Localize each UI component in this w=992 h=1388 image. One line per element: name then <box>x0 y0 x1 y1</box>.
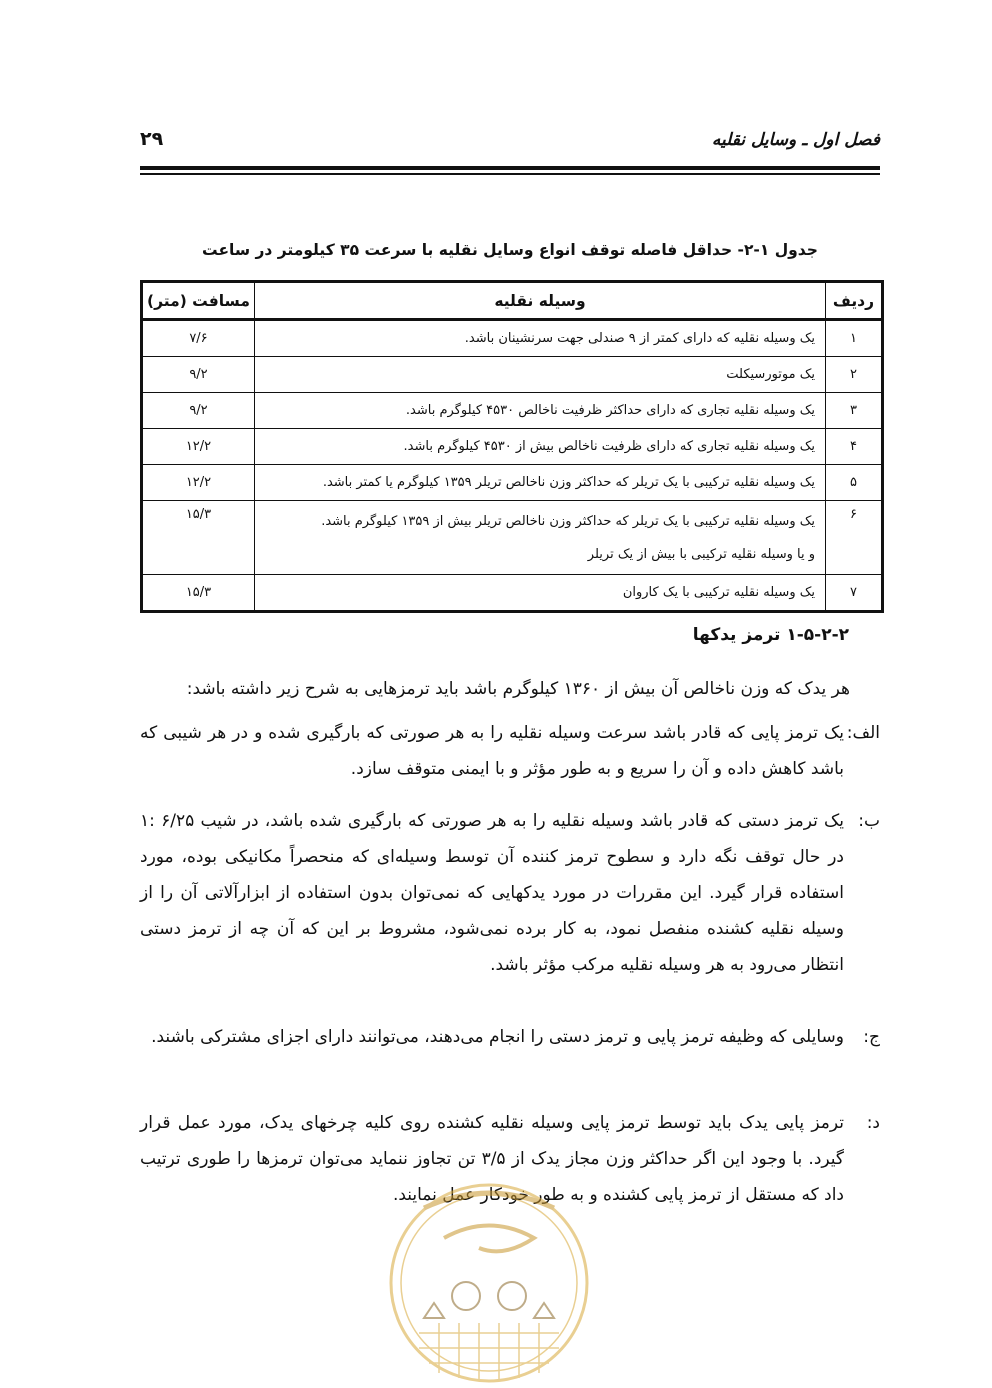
description-line: یک وسیله نقلیه تجاری که دارای ظرفیت ناخالص بیش از ۴۵۳۰ کیلوگرم باشد. <box>403 439 815 454</box>
scales-icon <box>424 1303 554 1318</box>
list-marker: د: <box>866 1113 880 1133</box>
list-item-text: یک ترمز پایی که قادر باشد سرعت وسیله نقلیه را به هر صورتی که بارگیری شده و در هر شیبی که باشد کاهش داده و آن را سریع و به طور مؤثر و با ایمنی متوقف سازد. <box>140 723 844 779</box>
description-line: یک وسیله نقلیه که دارای کمتر از ۹ صندلی جهت سرنشینان باشد. <box>464 331 815 346</box>
description-line: یک موتورسیکلت <box>726 367 815 382</box>
list-marker: ج: <box>863 1027 880 1047</box>
header-rule-thin <box>140 173 880 175</box>
row-number: ۱ <box>826 320 883 357</box>
row-number: ۷ <box>826 575 883 612</box>
vehicle-description <box>255 357 826 393</box>
row-number: ۳ <box>826 393 883 429</box>
table-header-row <box>142 282 883 320</box>
list-item-b <box>140 803 880 983</box>
publisher-seal-watermark <box>384 1168 594 1386</box>
list-marker: ب: <box>858 811 880 831</box>
gear-icon <box>452 1282 480 1310</box>
distance-value: ۹/۲ <box>142 393 255 429</box>
description-line: یک وسیله نقلیه ترکیبی با یک تریلر که حداکثر وزن ناخالص تریلر ۱۳۵۹ کیلوگرم یا کمتر باشد. <box>322 475 815 490</box>
table-caption: جدول ۱-۲- حداقل فاصله توقف انواع وسایل نقلیه با سرعت ۳۵ کیلومتر در ساعت <box>202 241 818 259</box>
list-item-text: یک ترمز دستی که قادر باشد وسیله نقلیه را به هر صورتی که بارگیری شده باشد، در شیب ۶/۲۵ :۱ در حال توقف نگه دارد و سطوح ترمز کننده آن توسط وسیله‌ای که منحصراً مکانیکی بوده، مورد استفاده قرار گیرد. این مقررات در مورد یدکهایی که نمی‌توان بدون استفاده از ابزارآلاتی آن را از وسیله نقلیه کشنده منفصل نمود، به کار برده نمی‌شود، مشروط بر این که آن چه از ترمز دستی انتظار می‌رود به هر وسیله نقلیه مرکب مؤثر باشد. <box>140 811 844 975</box>
intro-paragraph: هر یدک که وزن ناخالص آن بیش از ۱۳۶۰ کیلوگرم باشد باید ترمزهایی به شرح زیر داشته باشد: <box>186 679 850 699</box>
table-row <box>142 429 883 465</box>
header-distance: مسافت (متر) <box>142 282 255 320</box>
table-row <box>142 465 883 501</box>
distance-value: ۱۵/۳ <box>142 501 255 575</box>
page-number: ۲۹ <box>140 128 164 150</box>
distance-value: ۱۲/۲ <box>142 429 255 465</box>
seal-inner-ring <box>401 1195 577 1371</box>
vehicle-stopping-table <box>140 280 884 613</box>
table-row <box>142 575 883 612</box>
description-line: یک وسیله نقلیه تجاری که دارای حداکثر ظرفیت ناخالص ۴۵۳۰ کیلوگرم باشد. <box>405 403 815 418</box>
list-item-c <box>140 1019 880 1055</box>
vehicle-description <box>255 465 826 501</box>
seal-calligraphy-stroke <box>444 1226 534 1252</box>
row-number: ۴ <box>826 429 883 465</box>
vehicle-description <box>255 575 826 612</box>
table-row <box>142 357 883 393</box>
table-row <box>142 393 883 429</box>
gear-icon <box>498 1282 526 1310</box>
distance-value: ۹/۲ <box>142 357 255 393</box>
list-item-text: ترمز پایی یدک باید توسط ترمز پایی وسیله نقلیه کشنده روی کلیه چرخهای یدک، مورد عمل قرار گیرد. با وجود این اگر حداکثر وزن مجاز یدک از ۳/۵ تن تجاوز ننماید می‌توان ترمزها را طوری ترتیب داد که مستقل از ترمز پایی کشنده و به طور خودکار عمل نمایند. <box>140 1113 845 1205</box>
distance-value: ۱۵/۳ <box>142 575 255 612</box>
vehicle-description <box>255 501 826 575</box>
running-title: فصل اول ـ وسایل نقلیه <box>711 130 880 150</box>
header-row-number: ردیف <box>826 282 883 320</box>
row-number: ۵ <box>826 465 883 501</box>
row-number: ۲ <box>826 357 883 393</box>
header-rule-thick <box>140 166 880 170</box>
header-vehicle: وسیله نقلیه <box>255 282 826 320</box>
section-heading: ۱-۵-۲-۲ ترمز یدکها <box>692 625 849 645</box>
row-number: ۶ <box>826 501 883 575</box>
distance-value: ۱۲/۲ <box>142 465 255 501</box>
table-row <box>142 320 883 357</box>
description-line: و یا وسیله نقلیه ترکیبی با بیش از یک تریلر <box>587 546 815 562</box>
vehicle-description <box>255 429 826 465</box>
list-item-text: وسایلی که وظیفه ترمز پایی و ترمز دستی را انجام می‌دهند، می‌توانند دارای اجزای مشترکی باشند. <box>151 1027 844 1047</box>
seal-outer-ring <box>391 1185 587 1381</box>
distance-value: ۷/۶ <box>142 320 255 357</box>
vehicle-description <box>255 320 826 357</box>
vehicle-description <box>255 393 826 429</box>
description-line: یک وسیله نقلیه ترکیبی با یک تریلر که حداکثر وزن ناخالص تریلر بیش از ۱۳۵۹ کیلوگرم باشد. <box>321 513 815 529</box>
list-marker: الف: <box>846 723 880 743</box>
description-line: یک وسیله نقلیه ترکیبی با یک کاروان <box>622 585 815 600</box>
table-row <box>142 501 883 575</box>
list-item-a <box>140 715 880 787</box>
